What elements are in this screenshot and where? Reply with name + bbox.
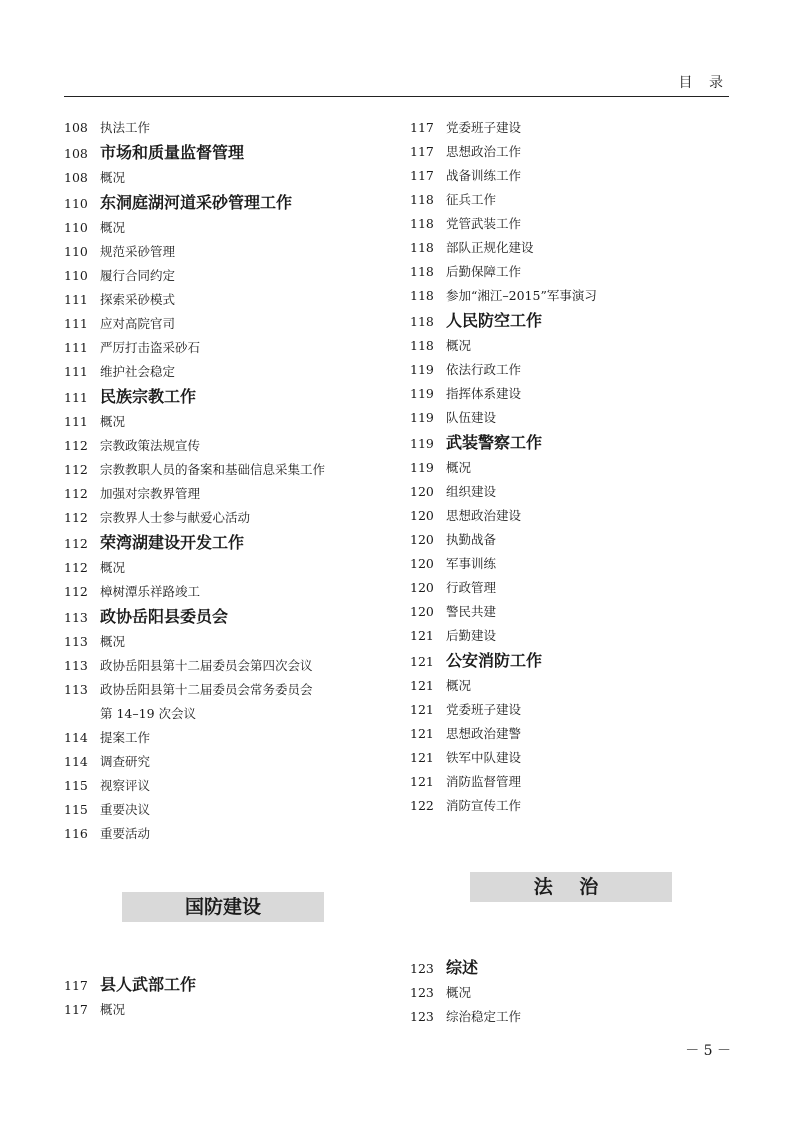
toc-entry[interactable] [410,334,730,358]
toc-entry-title: 政协岳阳县第十二届委员会常务委员会 [100,682,313,697]
toc-page-number: 117 [64,1002,88,1017]
toc-page-number: 112 [64,536,88,551]
toc-entry-title: 党委班子建设 [446,702,522,717]
toc-page-number: 113 [64,634,88,649]
toc-entry[interactable] [410,236,730,260]
toc-page-number: 114 [64,754,88,769]
toc-entry-title: 政协岳阳县第十二届委员会第四次会议 [100,658,313,673]
toc-entry-title: 重要决议 [100,802,151,817]
toc-page-number: 108 [64,170,88,185]
toc-entry[interactable] [64,264,384,288]
toc-entry[interactable] [64,580,384,604]
toc-entry-title: 执勤战备 [446,532,497,547]
toc-page-number: 118 [410,314,434,329]
toc-entry[interactable] [64,506,384,530]
toc-entry-title: 军事训练 [446,556,497,571]
toc-entry[interactable] [410,528,730,552]
toc-entry-title: 概况 [100,634,126,649]
toc-page-number: 112 [64,584,88,599]
toc-entry[interactable] [410,552,730,576]
toc-entry[interactable] [410,406,730,430]
toc-entry[interactable] [64,678,384,702]
toc-section-heading[interactable] [64,140,384,166]
toc-entry-title: 概况 [446,338,472,353]
toc-page-number: 110 [64,244,88,259]
toc-entry-title: 部队正规化建设 [446,240,534,255]
toc-entry-title: 重要活动 [100,826,151,841]
toc-entry-title: 探索采砂模式 [100,292,176,307]
toc-page-number: 118 [410,288,434,303]
toc-entry[interactable] [64,702,384,726]
toc-entry-title: 人民防空工作 [446,311,543,330]
toc-entry-title: 调查研究 [100,754,151,769]
toc-entry-title: 应对高院官司 [100,316,176,331]
toc-entry[interactable] [64,726,384,750]
toc-page-number: 111 [64,292,88,307]
toc-entry[interactable] [410,1005,730,1029]
toc-entry-title: 执法工作 [100,120,151,135]
toc-entry-title: 履行合同约定 [100,268,176,283]
toc-page-number: 117 [410,144,434,159]
toc-page-number: 115 [64,802,88,817]
toc-page-number: 110 [64,196,88,211]
toc-page-number: 121 [410,628,434,643]
toc-page-number: 110 [64,220,88,235]
toc-entry-title: 东洞庭湖河道采砂管理工作 [100,193,293,212]
toc-page-number: 121 [410,726,434,741]
toc-page-number: 111 [64,316,88,331]
toc-entry-title: 概况 [446,985,472,1000]
toc-right-after-chapter [410,955,730,1029]
toc-page-number: 119 [410,362,434,377]
toc-entry-title: 樟树潭乐祥路竣工 [100,584,201,599]
toc-entry[interactable] [410,480,730,504]
toc-entry[interactable] [410,284,730,308]
toc-entry[interactable] [410,722,730,746]
toc-entry[interactable] [64,434,384,458]
toc-page-number: 113 [64,610,88,625]
toc-page-number: 112 [64,560,88,575]
toc-entry[interactable] [64,216,384,240]
chapter-heading-national-defense: 国防建设 [122,892,324,922]
toc-page-number: 116 [64,826,88,841]
toc-entry[interactable] [410,674,730,698]
toc-entry-title: 荣湾湖建设开发工作 [100,533,245,552]
toc-entry[interactable] [410,212,730,236]
toc-entry-title: 党委班子建设 [446,120,522,135]
toc-page-number: 108 [64,146,88,161]
chapter-heading-rule-of-law: 法 治 [470,872,672,902]
toc-page-number: 118 [410,192,434,207]
toc-entry-title: 宗教政策法规宣传 [100,438,201,453]
toc-page-number: 111 [64,340,88,355]
toc-entry[interactable] [410,576,730,600]
toc-page-number: 123 [410,961,434,976]
toc-entry-title: 思想政治建设 [446,508,522,523]
toc-entry-title: 政协岳阳县委员会 [100,607,229,626]
toc-page-number: 121 [410,654,434,669]
toc-left-after-chapter [64,972,384,1022]
toc-entry-title: 指挥体系建设 [446,386,522,401]
toc-entry-title: 概况 [100,1002,126,1017]
toc-entry-title: 后勤建设 [446,628,497,643]
toc-page-number: 120 [410,556,434,571]
toc-entry[interactable] [410,794,730,818]
toc-page-number: 111 [64,364,88,379]
toc-entry[interactable] [64,822,384,846]
toc-page-number: 119 [410,386,434,401]
toc-entry-title: 加强对宗教界管理 [100,486,201,501]
toc-entry-title: 武装警察工作 [446,433,543,452]
toc-entry-title: 公安消防工作 [446,651,543,670]
toc-section-heading[interactable] [410,955,730,981]
toc-entry[interactable] [64,336,384,360]
toc-section-heading[interactable] [64,384,384,410]
toc-page-number: 112 [64,510,88,525]
toc-entry-title: 行政管理 [446,580,497,595]
toc-entry[interactable] [64,312,384,336]
toc-right-column [410,116,730,818]
toc-page-number: 118 [410,338,434,353]
toc-entry-title: 宗教教职人员的备案和基础信息采集工作 [100,462,326,477]
toc-entry-title: 概况 [100,414,126,429]
toc-page-number: 121 [410,678,434,693]
toc-entry-title: 依法行政工作 [446,362,522,377]
toc-page-number: 121 [410,750,434,765]
toc-page-number: 119 [410,410,434,425]
toc-section-heading[interactable] [64,190,384,216]
toc-page-number: 114 [64,730,88,745]
toc-page-number: 119 [410,460,434,475]
toc-section-heading[interactable] [64,972,384,998]
toc-page-number: 118 [410,240,434,255]
toc-entry-title: 概况 [446,460,472,475]
toc-page-number: 118 [410,216,434,231]
toc-entry[interactable] [64,116,384,140]
toc-entry[interactable] [410,260,730,284]
toc-page-number: 119 [410,436,434,451]
toc-page-number: 120 [410,508,434,523]
toc-page-number: 122 [410,798,434,813]
toc-entry-title: 铁军中队建设 [446,750,522,765]
toc-entry[interactable] [410,504,730,528]
toc-entry[interactable] [64,774,384,798]
toc-entry-title: 县人武部工作 [100,975,197,994]
toc-page-number: 118 [410,264,434,279]
toc-entry-title: 思想政治工作 [446,144,522,159]
toc-entry-title: 维护社会稳定 [100,364,176,379]
toc-page-number: 108 [64,120,88,135]
toc-entry[interactable] [410,746,730,770]
toc-entry-title: 思想政治建警 [446,726,522,741]
toc-entry[interactable] [64,482,384,506]
toc-entry-title: 市场和质量监督管理 [100,143,245,162]
running-header-title: 目 录 [678,75,729,91]
toc-entry-title: 警民共建 [446,604,497,619]
toc-entry[interactable] [410,770,730,794]
toc-entry-title: 宗教界人士参与献爱心活动 [100,510,251,525]
toc-page-number: 113 [64,658,88,673]
toc-entry[interactable] [64,360,384,384]
toc-entry-title: 提案工作 [100,730,151,745]
toc-page-number: 123 [410,1009,434,1024]
toc-entry-title: 综述 [446,958,479,977]
toc-entry-title: 第 14–19 次会议 [100,706,197,721]
toc-page-number: 111 [64,390,88,405]
toc-entry-title: 严厉打击盗采砂石 [100,340,201,355]
toc-entry[interactable] [410,164,730,188]
toc-section-heading[interactable] [64,530,384,556]
toc-entry[interactable] [64,630,384,654]
toc-entry-title: 概况 [100,220,126,235]
toc-entry-title: 概况 [100,560,126,575]
toc-section-heading[interactable] [64,604,384,630]
header-rule [64,96,729,97]
toc-entry-title: 概况 [100,170,126,185]
toc-page-number: 112 [64,462,88,477]
toc-entry-title: 消防监督管理 [446,774,522,789]
toc-entry-title: 视察评议 [100,778,151,793]
toc-section-heading[interactable] [410,648,730,674]
toc-section-heading[interactable] [410,430,730,456]
toc-page-number: 117 [410,120,434,135]
toc-entry[interactable] [410,698,730,722]
toc-page-number: 120 [410,580,434,595]
toc-entry-title: 组织建设 [446,484,497,499]
toc-entry[interactable] [64,240,384,264]
toc-page-number: 115 [64,778,88,793]
toc-entry-title: 战备训练工作 [446,168,522,183]
toc-page-number: 112 [64,486,88,501]
toc-entry-title: 队伍建设 [446,410,497,425]
toc-page-number: 121 [410,774,434,789]
toc-entry-title: 征兵工作 [446,192,497,207]
toc-entry[interactable] [64,556,384,580]
toc-page-number: 110 [64,268,88,283]
toc-page-number: 112 [64,438,88,453]
toc-section-heading[interactable] [410,308,730,334]
toc-entry-title: 概况 [446,678,472,693]
toc-entry[interactable] [410,600,730,624]
toc-entry[interactable] [64,798,384,822]
toc-page-number: 123 [410,985,434,1000]
toc-entry[interactable] [410,116,730,140]
toc-entry[interactable] [410,981,730,1005]
toc-entry[interactable] [64,288,384,312]
toc-entry-title: 党管武装工作 [446,216,522,231]
toc-entry[interactable] [410,188,730,212]
toc-entry-title: 消防宣传工作 [446,798,522,813]
toc-page-number: 117 [64,978,88,993]
toc-entry-title: 综治稳定工作 [446,1009,522,1024]
toc-page-number: 113 [64,682,88,697]
toc-entry-title: 规范采砂管理 [100,244,176,259]
toc-page-number: 120 [410,484,434,499]
toc-page-number: 117 [410,168,434,183]
toc-entry[interactable] [64,998,384,1022]
toc-page-number: 111 [64,414,88,429]
toc-entry[interactable] [410,382,730,406]
toc-entry-title: 后勤保障工作 [446,264,522,279]
toc-entry[interactable] [410,624,730,648]
toc-page-number: 120 [410,532,434,547]
toc-entry-title: 参加“湘江–2015”军事演习 [446,288,597,303]
toc-entry[interactable] [64,166,384,190]
toc-page-number: 121 [410,702,434,717]
toc-page-number: 120 [410,604,434,619]
toc-entry[interactable] [410,140,730,164]
toc-entry-title: 民族宗教工作 [100,387,197,406]
toc-entry[interactable] [64,654,384,678]
toc-entry[interactable] [64,410,384,434]
toc-entry[interactable] [410,358,730,382]
toc-entry[interactable] [410,456,730,480]
toc-left-column [64,116,384,846]
toc-entry[interactable] [64,750,384,774]
page-number: － 5 － [685,1043,731,1059]
toc-entry[interactable] [64,458,384,482]
